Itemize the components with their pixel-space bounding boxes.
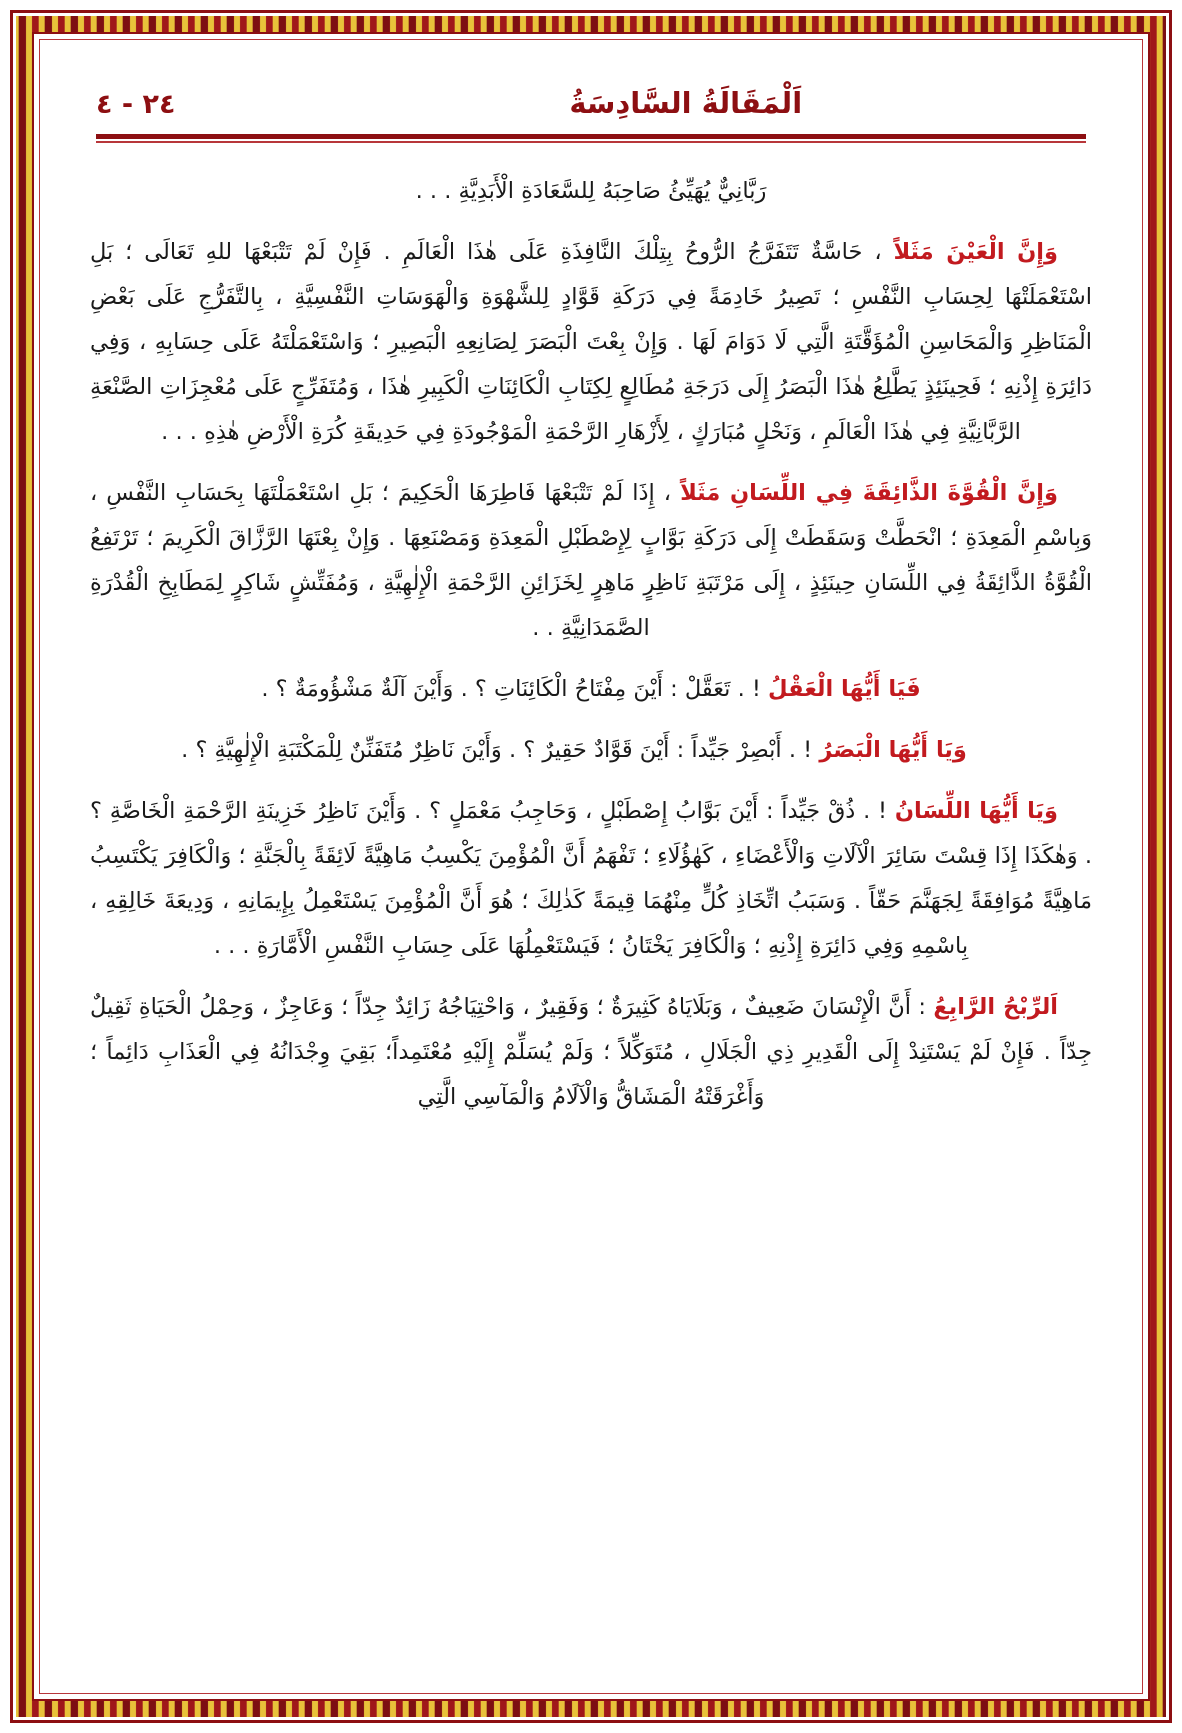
page-content: [60, 58, 1122, 1681]
highlighted-phrase: اَلرِّبْحُ الرَّابِعُ: [933, 994, 1058, 1020]
paragraph: [90, 728, 1092, 773]
paragraph-text: ! . أَبْصِرْ جَيِّداً : أَيْنَ قَوَّادٌ حَقِيرٌ ؟ . وَأَيْنَ نَاظِرٌ مُتَفَنِّنٌ لِلْمَكْتَبَةِ الْإِلٰهِيَّةِ ؟ .: [181, 737, 820, 763]
page-header: [82, 68, 1100, 120]
chapter-title: اَلْمَقَالَةُ السَّادِسَةُ: [569, 86, 803, 120]
paragraph-text: رَبَّانِيٌّ يُهَيِّئُ صَاحِبَهُ لِلسَّعَادَةِ الْأَبَدِيَّةِ . . .: [415, 178, 767, 204]
paragraph-text: ! . تَعَقَّلْ : أَيْنَ مِفْتَاحُ الْكَائِنَاتِ ؟ . وَأَيْنَ آلَةٌ مَشْؤُومَةٌ ؟ .: [261, 676, 769, 702]
header-divider: [96, 134, 1086, 139]
body-text: [82, 169, 1100, 1120]
paragraph-text: ! . ذُقْ جَيِّداً : أَيْنَ بَوَّابُ إِصْطَبْلٍ ، وَحَاجِبُ مَعْمَلٍ ؟ . وَأَيْنَ نَاظِرُ خَزِينَةِ الرَّحْمَةِ الْخَاصَّةِ ؟ . وَهٰكَذَا إِذَا قِسْتَ سَائِرَ الْآلَاتِ وَالْأَعْضَاءِ ، كَهٰؤُلَاءِ ؛ تَفْهَمُ أَنَّ الْمُؤْمِنَ يَكْسِبُ مَاهِيَّةً لَائِقَةً بِالْجَنَّةِ ؛ وَالْكَافِرَ يَكْتَسِبُ مَاهِيَّةً مُوَافِقَةً لِجَهَنَّمَ حَقّاً . وَسَبَبُ اتِّخَاذِ كُلٍّ مِنْهُمَا قِيمَةً كَذٰلِكَ ؛ هُوَ أَنَّ الْمُؤْمِنَ يَسْتَعْمِلُ بِإِيمَانِهِ ، وَدِيعَةَ خَالِقِهِ ، بِاسْمِهِ وَفِي دَائِرَةِ إِذْنِهِ ؛ وَالْكَافِرَ يَخْتَانُ ؛ فَيَسْتَعْمِلُهَا عَلَى حِسَابِ النَّفْسِ الْأَمَّارَةِ . . .: [90, 798, 1092, 959]
paragraph: [90, 230, 1092, 455]
highlighted-phrase: وَإِنَّ الْعَيْنَ مَثَلاً: [893, 239, 1058, 265]
paragraph-text: : أَنَّ الْإِنْسَانَ ضَعِيفٌ ، وَبَلَايَاهُ كَثِيرَةٌ ؛ وَفَقِيرٌ ، وَاحْتِيَاجُهُ زَائِدٌ جِدّاً ؛ وَعَاجِزٌ ، وَحِمْلُ الْحَيَاةِ ثَقِيلٌ جِدّاً . فَإِنْ لَمْ يَسْتَنِدْ إِلَى الْقَدِيرِ ذِي الْجَلَالِ ، مُتَوَكِّلاً ؛ وَلَمْ يُسَلِّمْ إِلَيْهِ مُعْتَمِداً؛ بَقِيَ وِجْدَانُهُ فِي الْعَذَابِ دَائِماً ؛ وَأَغْرَقَتْهُ الْمَشَاقُّ وَالْآلَامُ وَالْمَآسِي الَّتِي: [90, 994, 1092, 1110]
page-number: ٢٤ - ٤: [96, 89, 176, 120]
highlighted-phrase: وَيَا أَيُّهَا اللِّسَانُ: [894, 798, 1059, 824]
header-divider-thin: [96, 141, 1086, 143]
highlighted-phrase: وَيَا أَيُّهَا الْبَصَرُ: [819, 737, 967, 763]
paragraph-text: ، إِذَا لَمْ تَتْبَعْهَا فَاطِرَهَا الْحَكِيمَ ؛ بَلِ اسْتَعْمَلْتَهَا بِحَسَابِ النَّفْسِ ، وَبِاسْمِ الْمَعِدَةِ ؛ انْحَطَّتْ وَسَقَطَتْ إِلَى دَرَكَةِ بَوَّابٍ لِإِصْطَبْلِ الْمَعِدَةِ وَمَصْنَعِهَا . وَإِنْ بِعْتَهَا الرَّزَّاقَ الْكَرِيمَ ؛ تَرْتَفِعُ الْقُوَّةُ الذَّائِقَةُ فِي اللِّسَانِ حِينَئِذٍ ، إِلَى مَرْتَبَةِ نَاظِرٍ مَاهِرٍ لِخَزَائِنِ الرَّحْمَةِ الْإِلٰهِيَّةِ ، وَمُفَتِّشٍ شَاكِرٍ لِمَطَابِخِ الْقُدْرَةِ الصَّمَدَانِيَّةِ . .: [90, 480, 1092, 641]
paragraph-text: ، حَاسَّةٌ تَتَفَرَّجُ الرُّوحُ بِتِلْكَ النَّافِذَةِ عَلَى هٰذَا الْعَالَمِ . فَإِنْ لَمْ تَتْبَعْهَا للهِ تَعَالَى ؛ بَلِ اسْتَعْمَلَتْهَا لِحِسَابِ النَّفْسِ ؛ تَصِيرُ خَادِمَةً فِي دَرَكَةِ قَوَّادٍ لِلشَّهْوَةِ وَالْهَوَسَاتِ النَّفْسِيَّةِ ، بِالتَّفَرُّجِ عَلَى بَعْضِ الْمَنَاظِرِ وَالْمَحَاسِنِ الْمُؤَقَّتَةِ الَّتِي لَا دَوَامَ لَهَا . وَإِنْ بِعْتَ الْبَصَرَ لِصَانِعِهِ الْبَصِيرِ ؛ وَاسْتَعْمَلْتَهُ عَلَى حِسَابِهِ ، وَفِي دَائِرَةِ إِذْنِهِ ؛ فَحِينَئِذٍ يَطَّلِعُ هٰذَا الْبَصَرُ إِلَى دَرَجَةِ مُطَالِعٍ لِكِتَابِ الْكَائِنَاتِ الْكَبِيرِ هٰذَا ، وَمُتَفَرِّجٍ عَلَى مُعْجِزَاتِ الصَّنْعَةِ الرَّبَّانِيَّةِ فِي هٰذَا الْعَالَمِ ، وَنَحْلٍ مُبَارَكٍ ، لِأَزْهَارِ الرَّحْمَةِ الْمَوْجُودَةِ فِي حَدِيقَةِ كُرَةِ الْأَرْضِ هٰذِهِ . . .: [90, 239, 1092, 445]
paragraph: [90, 471, 1092, 651]
highlighted-phrase: وَإِنَّ الْقُوَّةَ الذَّائِقَةَ فِي اللِّسَانِ مَثَلاً: [680, 480, 1058, 506]
paragraph: [90, 667, 1092, 712]
paragraph: [90, 985, 1092, 1120]
paragraph: [90, 789, 1092, 969]
highlighted-phrase: فَيَا أَيُّهَا الْعَقْلُ: [768, 676, 921, 702]
paragraph: [90, 169, 1092, 214]
